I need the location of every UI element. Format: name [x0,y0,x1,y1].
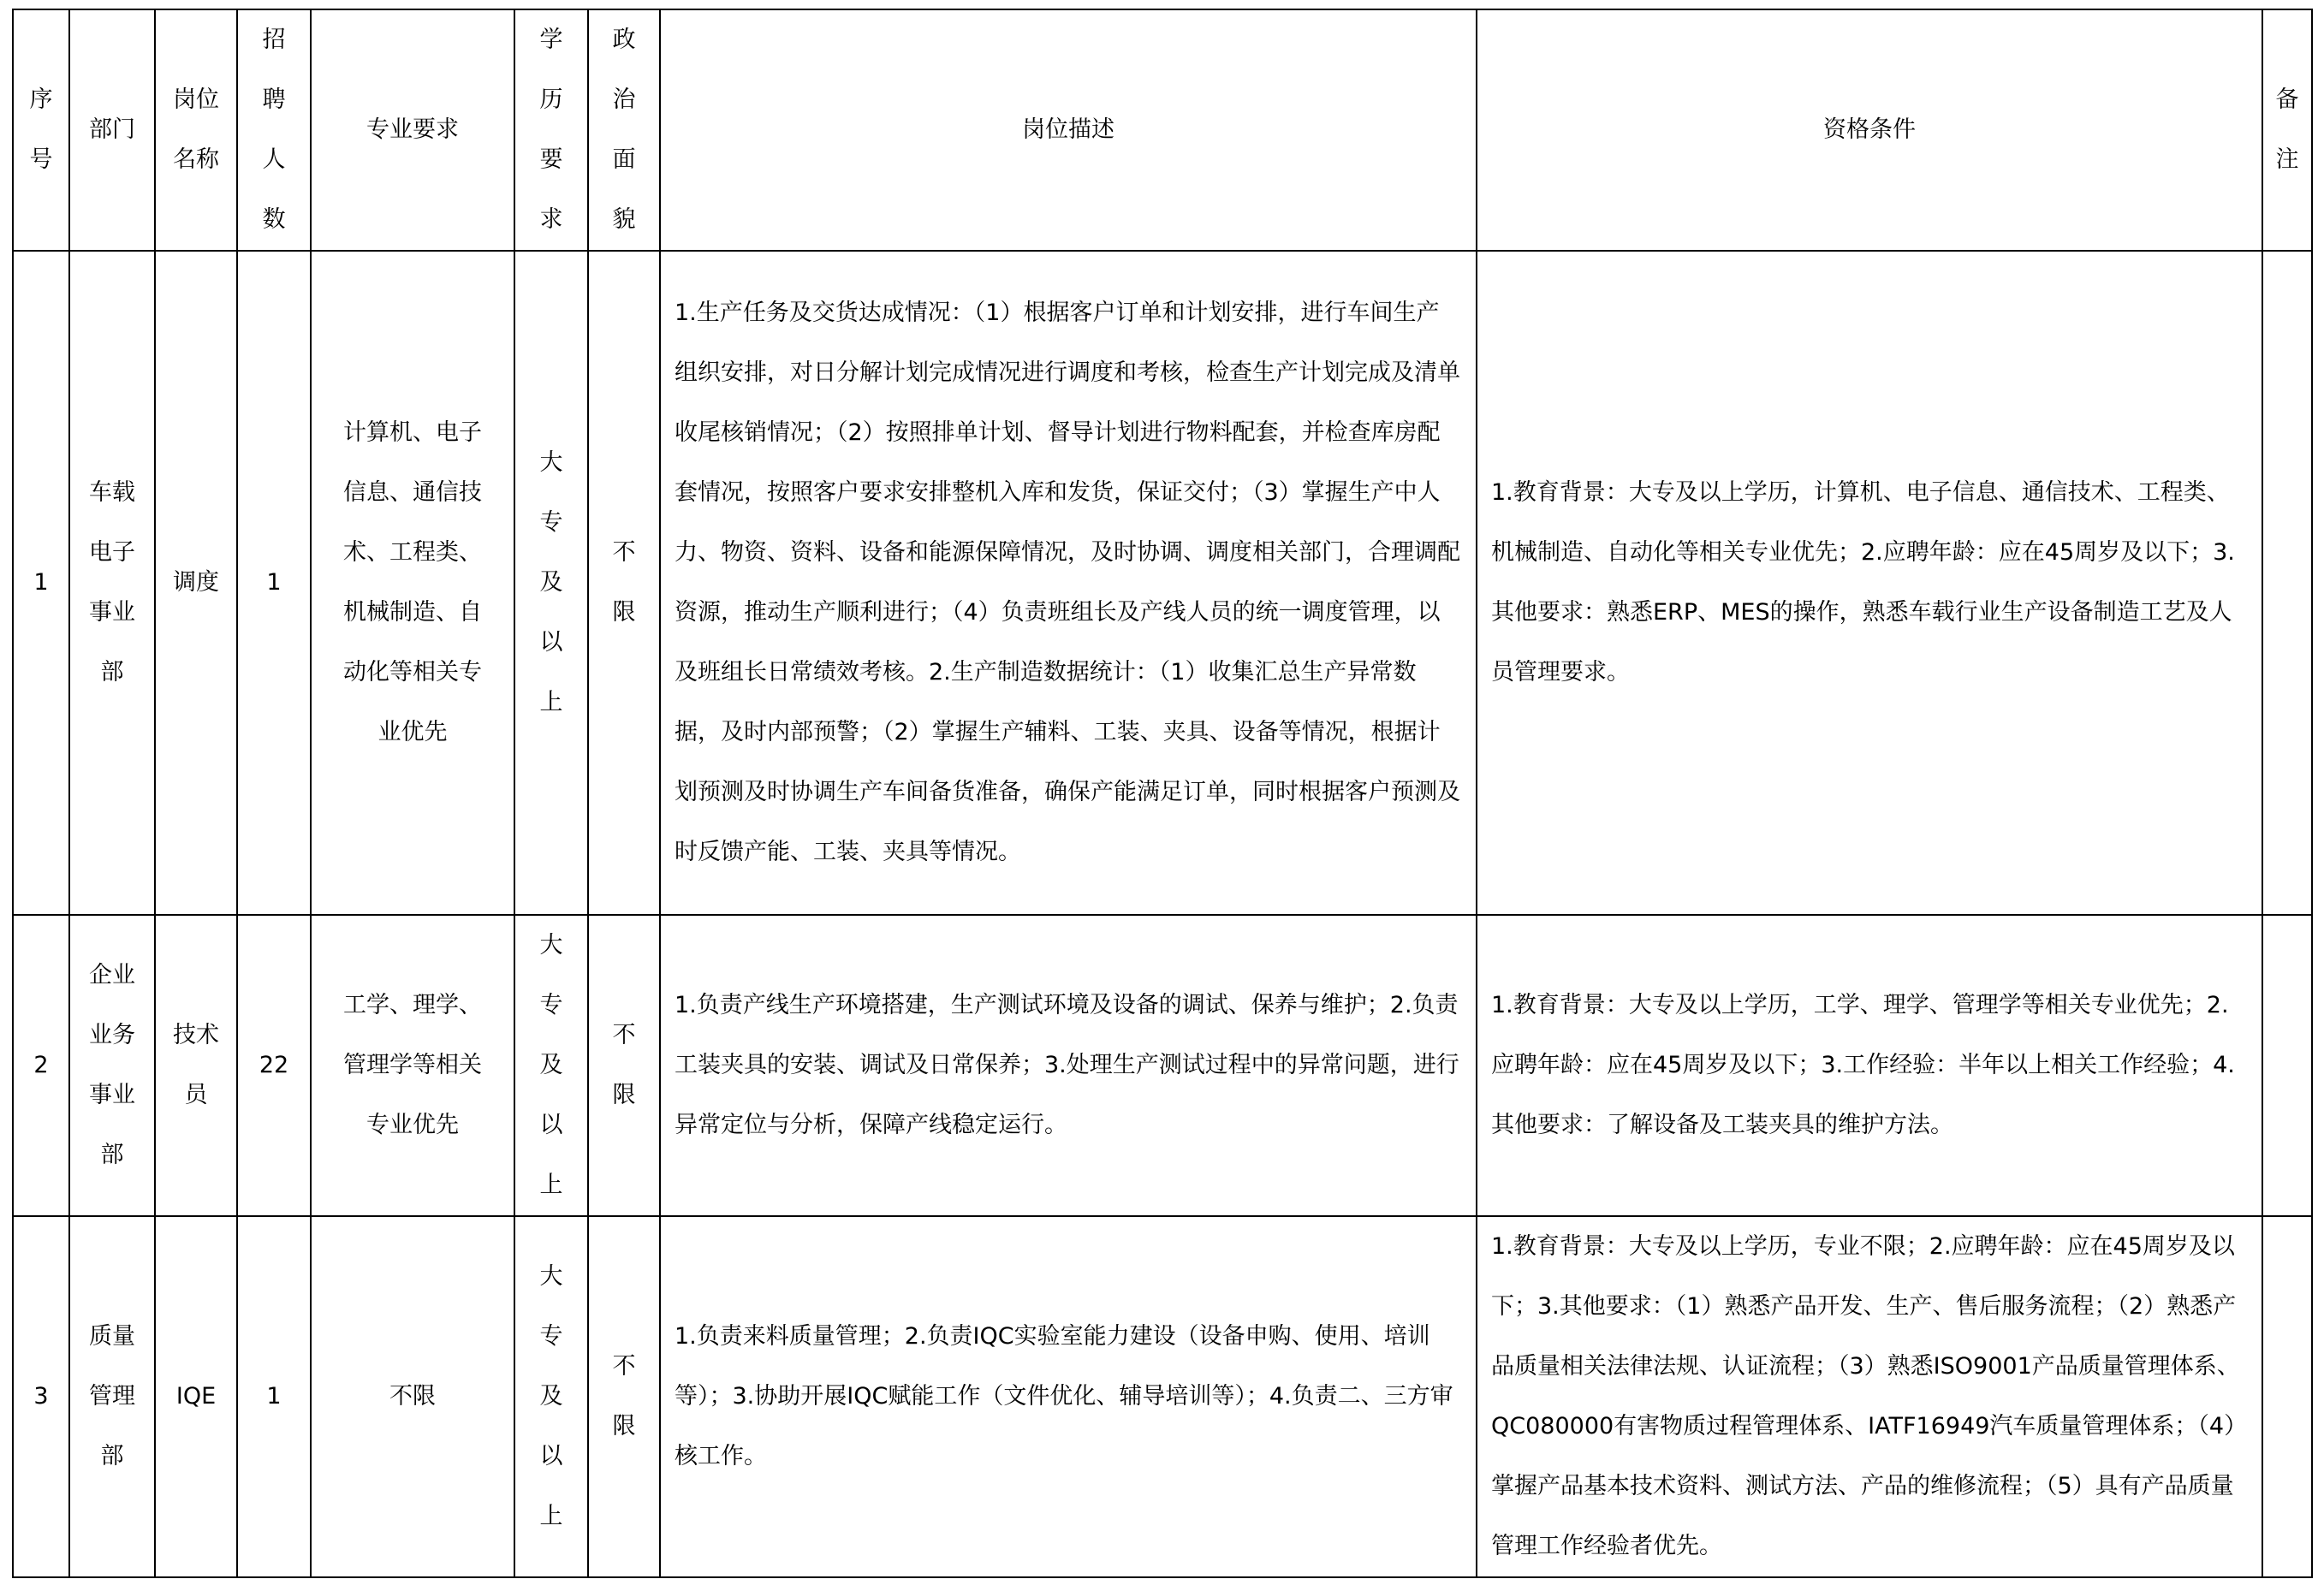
header-dept: 部门 [69,9,155,251]
cell-edu: 大专及以上 [514,915,588,1216]
table-header-row [13,9,2312,251]
cell-edu: 大专及以上 [514,251,588,915]
cell-seq: 3 [13,1216,69,1577]
cell-position: 技术员 [155,915,237,1216]
cell-dept: 车载电子事业部 [69,251,155,915]
header-count: 招聘人数 [237,9,311,251]
cell-remarks [2262,915,2312,1216]
cell-count: 1 [237,251,311,915]
cell-remarks [2262,251,2312,915]
header-remarks: 备注 [2262,9,2312,251]
header-seq: 序号 [13,9,69,251]
header-major: 专业要求 [311,9,514,251]
cell-qualification: 1.教育背景：大专及以上学历，专业不限；2.应聘年龄：应在45周岁及以下；3.其他要求：（1）熟悉产品开发、生产、售后服务流程；（2）熟悉产品质量相关法律法规、认证流程；（3）熟悉ISO9001产品质量管理体系、QC080000有害物质过程管理体系、IATF16949汽车质量管理体系；（4）掌握产品基本技术资料、测试方法、产品的维修流程；（5）具有产品质量管理工作经验者优先。 [1477,1216,2262,1577]
table-row [13,915,2312,1216]
cell-politics: 不限 [588,1216,660,1577]
cell-seq: 1 [13,251,69,915]
cell-dept: 质量管理部 [69,1216,155,1577]
cell-seq: 2 [13,915,69,1216]
cell-qualification: 1.教育背景：大专及以上学历，计算机、电子信息、通信技术、工程类、机械制造、自动化等相关专业优先；2.应聘年龄：应在45周岁及以下；3.其他要求：熟悉ERP、MES的操作，熟悉车载行业生产设备制造工艺及人员管理要求。 [1477,251,2262,915]
cell-position: 调度 [155,251,237,915]
cell-edu: 大专及以上 [514,1216,588,1577]
cell-politics: 不限 [588,251,660,915]
cell-description: 1.负责产线生产环境搭建，生产测试环境及设备的调试、保养与维护；2.负责工装夹具的安装、调试及日常保养；3.处理生产测试过程中的异常问题，进行异常定位与分析，保障产线稳定运行。 [660,915,1477,1216]
header-politics: 政治面貌 [588,9,660,251]
cell-description: 1.负责来料质量管理；2.负责IQC实验室能力建设（设备申购、使用、培训等）；3.协助开展IQC赋能工作（文件优化、辅导培训等）；4.负责二、三方审核工作。 [660,1216,1477,1577]
cell-remarks [2262,1216,2312,1577]
cell-dept: 企业业务事业部 [69,915,155,1216]
table-row [13,251,2312,915]
header-qualification: 资格条件 [1477,9,2262,251]
cell-qualification: 1.教育背景：大专及以上学历，工学、理学、管理学等相关专业优先；2.应聘年龄：应在45周岁及以下；3.工作经验：半年以上相关工作经验；4.其他要求：了解设备及工装夹具的维护方法。 [1477,915,2262,1216]
recruitment-table [12,9,2313,1578]
cell-position: IQE [155,1216,237,1577]
header-edu: 学历要求 [514,9,588,251]
cell-politics: 不限 [588,915,660,1216]
table-row [13,1216,2312,1577]
header-position: 岗位名称 [155,9,237,251]
header-description: 岗位描述 [660,9,1477,251]
cell-count: 22 [237,915,311,1216]
cell-major: 工学、理学、管理学等相关专业优先 [311,915,514,1216]
cell-major: 不限 [311,1216,514,1577]
cell-count: 1 [237,1216,311,1577]
cell-description: 1.生产任务及交货达成情况：（1）根据客户订单和计划安排，进行车间生产组织安排，对日分解计划完成情况进行调度和考核，检查生产计划完成及清单收尾核销情况；（2）按照排单计划、督导计划进行物料配套，并检查库房配套情况，按照客户要求安排整机入库和发货，保证交付；（3）掌握生产中人力、物资、资料、设备和能源保障情况，及时协调、调度相关部门，合理调配资源，推动生产顺利进行；（4）负责班组长及产线人员的统一调度管理，以及班组长日常绩效考核。2.生产制造数据统计：（1）收集汇总生产异常数据，及时内部预警；（2）掌握生产辅料、工装、夹具、设备等情况，根据计划预测及时协调生产车间备货准备，确保产能满足订单，同时根据客户预测及时反馈产能、工装、夹具等情况。 [660,251,1477,915]
cell-major: 计算机、电子信息、通信技术、工程类、机械制造、自动化等相关专业优先 [311,251,514,915]
